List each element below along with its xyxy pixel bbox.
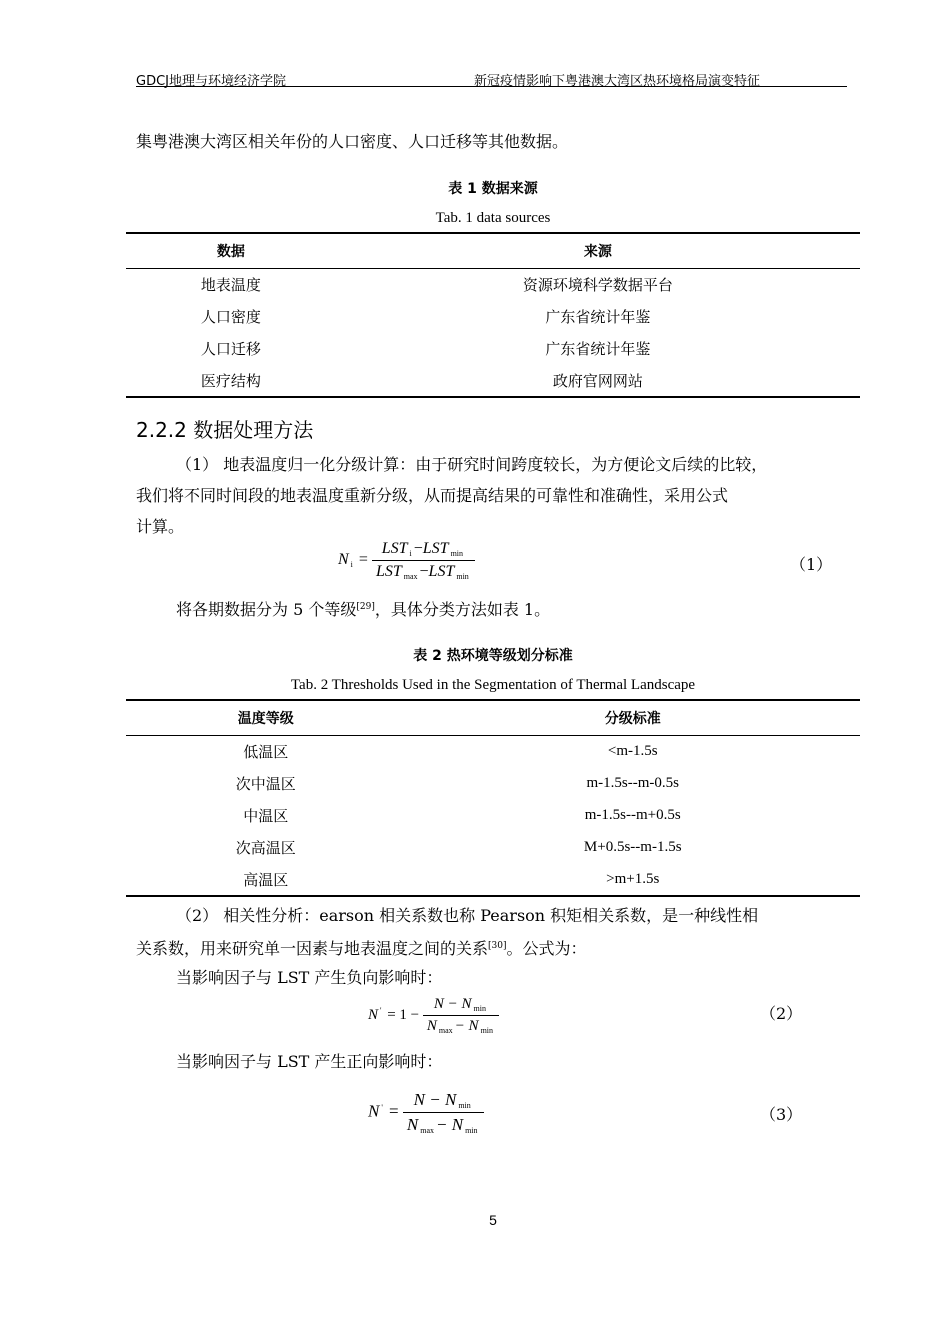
formula2-numerator [423, 996, 499, 1016]
header-right: 新冠疫情影响下粤港澳大湾区热环境格局演变特征 [474, 74, 761, 89]
formula1-numerator [372, 540, 475, 561]
formula3-den-b-sub: min [465, 1126, 478, 1135]
formula2-num-sub: min [473, 1004, 486, 1013]
table-row [126, 364, 860, 397]
formula2-denominator [423, 1016, 499, 1035]
table1-header-data: 数据 [126, 233, 336, 269]
table2-header-level: 温度等级 [126, 700, 405, 736]
table-cell: 中温区 [243, 806, 289, 825]
correlation-line2 [136, 931, 856, 964]
citation-29: [29] [356, 602, 375, 612]
formula1-den-a: LST [375, 563, 402, 580]
equation-number-1: （1） [790, 555, 833, 574]
formula3-lhs-prime: ' [381, 1103, 383, 1113]
para2 [176, 592, 856, 625]
formula3-lhs: N [368, 1101, 380, 1121]
formula2-den-b-sub: min [480, 1026, 494, 1035]
table-cell: 医疗结构 [126, 364, 336, 397]
formula-3 [368, 1090, 484, 1135]
table2-header-row [126, 700, 860, 736]
table-cell: M+0.5s--m-1.5s [583, 838, 682, 855]
negative-effect-label: 当影响因子与 LST 产生负向影响时： [176, 968, 443, 987]
formula3-den-a-sub: max [420, 1126, 435, 1135]
correlation-line1: （2） 相关性分析：earson 相关系数也称 Pearson 积矩相关系数，是一种线性相 [176, 906, 759, 925]
formula3-numerator [403, 1090, 484, 1113]
formula1-den-b: LST [428, 563, 455, 580]
table1-header-row [126, 233, 860, 269]
table-cell: >m+1.5s [405, 863, 860, 896]
formula1-num-op: − [413, 540, 423, 557]
table-row [126, 736, 860, 768]
formula3-den-b: − N [436, 1115, 464, 1134]
table2-caption-en: Tab. 2 Thresholds Used in the Segmentation of Thermal Landscape [290, 677, 696, 693]
table-cell: <m-1.5s [607, 743, 658, 760]
section-title: 2.2.2 数据处理方法 [136, 418, 314, 442]
correlation-text-a: 关系数，用来研究单一因素与地表温度之间的关系 [136, 939, 489, 958]
intro-line: 集粤港澳大湾区相关年份的人口密度、人口迁移等其他数据。 [136, 132, 569, 151]
table2-caption-cn: 表 2 热环境等级划分标准 [413, 648, 573, 664]
table2 [126, 699, 860, 897]
formula2-fraction [423, 996, 499, 1035]
table-row [126, 768, 860, 800]
formula1-fraction [372, 540, 475, 581]
table2-header-criteria: 分级标准 [405, 700, 860, 736]
formula1-denominator [372, 561, 475, 581]
formula1-den-op: − [419, 563, 429, 580]
formula1-num-b: LST [422, 540, 449, 557]
positive-effect-label: 当影响因子与 LST 产生正向影响时： [176, 1052, 443, 1071]
table-row [126, 831, 860, 863]
formula2-lhs: N [368, 1006, 379, 1023]
table-cell: 资源环境科学数据平台 [522, 276, 673, 295]
formula1-den-a-sub: max [403, 572, 418, 581]
equation-number-3: （3） [760, 1105, 803, 1124]
para2-text-b: ，具体分类方法如表 1。 [374, 600, 551, 619]
para2-text-a: 将各期数据分为 5 个等级 [176, 600, 357, 619]
table-cell: 高温区 [126, 863, 405, 896]
citation-30: [30] [488, 941, 507, 951]
formula3-num: N − N [413, 1090, 457, 1109]
para1-line3: 计算。 [136, 517, 185, 536]
table-cell: 低温区 [243, 743, 289, 762]
table-cell: m-1.5s--m-0.5s [586, 775, 679, 792]
table-cell: m-1.5s--m+0.5s [584, 806, 681, 823]
table1-header-source: 来源 [336, 233, 860, 269]
formula1-den-b-sub: min [456, 572, 469, 581]
page-number: 5 [489, 1212, 497, 1228]
table-cell: 次中温区 [235, 775, 296, 794]
table-row [126, 301, 860, 333]
formula2-den-b: − N [454, 1018, 479, 1034]
para1-line1: （1） 地表温度归一化分级计算：由于研究时间跨度较长，为方便论文后续的比较， [176, 455, 768, 474]
equation-number-2: （2） [760, 1004, 803, 1023]
table1-caption-en: Tab. 1 data sources [435, 210, 551, 226]
formula1-num-b-sub: min [450, 549, 464, 558]
formula3-den-a: N [406, 1115, 419, 1134]
table-cell: 政府官网网站 [336, 364, 860, 397]
formula3-denominator [403, 1113, 484, 1135]
formula2-num: N − N [433, 996, 472, 1012]
table-row [126, 863, 860, 896]
table-row [126, 269, 860, 301]
formula1-lhs: N [338, 551, 349, 569]
formula3-num-sub: min [458, 1101, 471, 1110]
table-row [126, 333, 860, 365]
formula3-fraction [403, 1090, 484, 1135]
table-cell: 次高温区 [235, 838, 296, 857]
header-rule [136, 86, 847, 87]
formula2-den-a-sub: max [438, 1026, 453, 1035]
formula1-lhs-sub: i [350, 560, 353, 570]
header-left: GDCJ地理与环境经济学院 [136, 74, 286, 89]
formula1-num-a-sub: i [409, 549, 412, 558]
table-cell: 广东省统计年鉴 [545, 308, 651, 327]
table-cell: 人口迁移 [200, 339, 261, 358]
formula1-eq: = [358, 551, 368, 569]
correlation-text-b: 。公式为： [506, 939, 587, 958]
table-cell: 人口密度 [200, 308, 261, 327]
table-cell: 地表温度 [200, 276, 261, 295]
para1-line2: 我们将不同时间段的地表温度重新分级，从而提高结果的可靠性和准确性，采用公式 [136, 486, 729, 505]
table-row [126, 800, 860, 832]
formula-2 [368, 996, 499, 1035]
table1 [126, 232, 860, 398]
formula2-lhs-prime: ' [380, 1005, 382, 1015]
table1-caption-cn: 表 1 数据来源 [448, 181, 538, 197]
table-cell: 广东省统计年鉴 [545, 339, 651, 358]
formula3-eq: = [389, 1101, 399, 1121]
formula-1 [338, 540, 475, 581]
formula1-num-a: LST [381, 540, 408, 557]
formula2-eq: = 1 − [387, 1006, 420, 1023]
formula2-den-a: N [426, 1018, 437, 1034]
